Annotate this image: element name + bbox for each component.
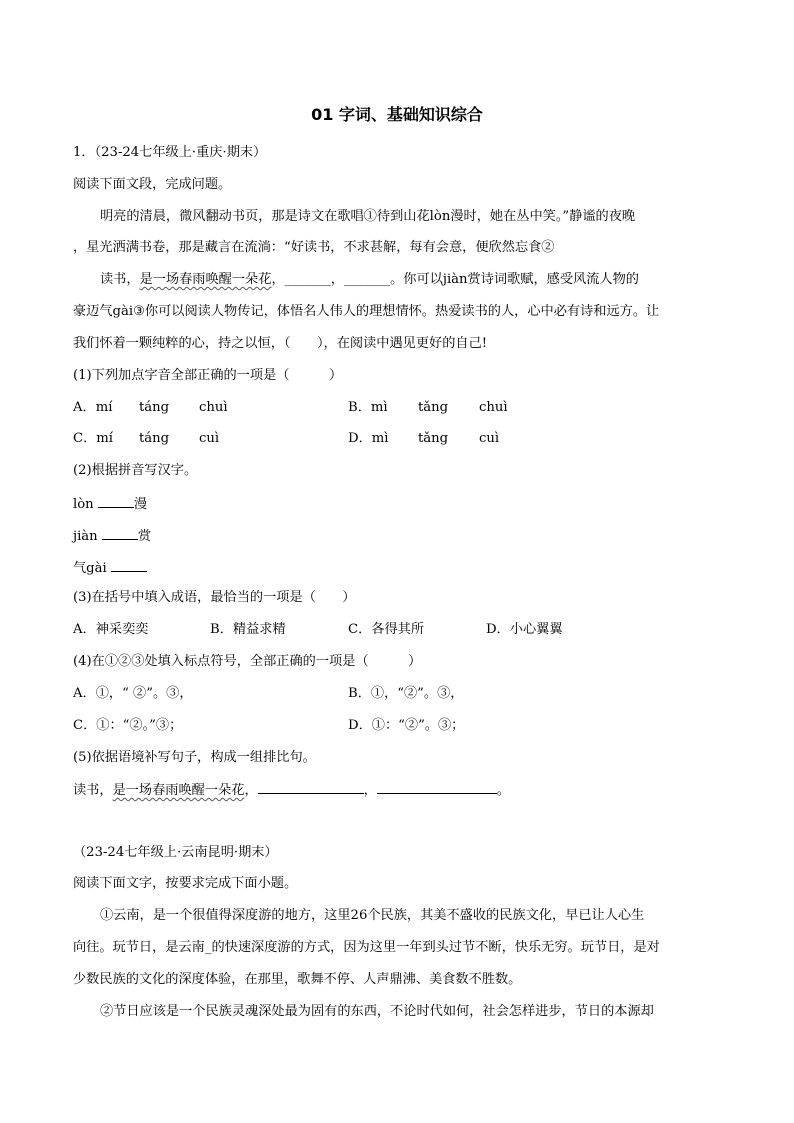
pinyin: jiàn — [73, 529, 102, 544]
option-label: C．mí — [73, 431, 114, 446]
q2-header: （23-24七年级上·云南昆明·期末） — [73, 845, 278, 860]
pinyin: chuì — [199, 400, 228, 415]
fill-line — [73, 493, 147, 513]
option-b — [348, 398, 508, 418]
page-title: 01 字词、基础知识综合 — [311, 105, 483, 124]
text-span: 读书， — [100, 272, 140, 287]
option-b: B．①，“②”。③， — [348, 686, 464, 701]
sub3-stem: (3)在括号中填入成语，最恰当的一项是（ ） — [73, 590, 356, 605]
pinyin: chuì — [479, 400, 508, 415]
fill-line — [73, 557, 147, 577]
answer-blank — [258, 779, 364, 794]
pinyin: cuì — [199, 431, 220, 446]
pinyin: 气gài — [73, 561, 111, 576]
text-span: 赏 — [137, 529, 152, 544]
q2-passage-line: 向往。玩节日，是云南_的快速深度游的方式，因为这里一年到头过节不断，快乐无穷。玩节日，是对 — [73, 940, 660, 955]
q2-instruction: 阅读下面文字，按要求完成下面小题。 — [73, 876, 298, 891]
text-span: 。 — [496, 783, 510, 798]
sub4-stem: (4)在①②③处填入标点符号，全部正确的一项是（ ） — [73, 654, 422, 669]
text-span: 读书， — [73, 783, 113, 798]
q2-passage-line: ①云南，是一个很值得深度游的地方，这里26个民族，其美不盛收的民族文化，早已让人心生 — [100, 908, 645, 923]
option-a: A．神采奕奕 — [73, 622, 149, 637]
option-label: D．mì — [348, 431, 389, 446]
option-label: A．mí — [73, 400, 113, 415]
q1-passage-line — [100, 270, 639, 290]
option-c — [73, 429, 219, 449]
pinyin: táng — [139, 431, 170, 446]
q2-passage-line: ②节日应该是一个民族灵魂深处最为固有的东西，不论时代如何，社会怎样进步，节日的本源却 — [100, 1004, 654, 1019]
text-span: ， — [363, 783, 377, 798]
pinyin: tǎng — [418, 431, 449, 446]
wavy-underlined-phrase: 是一场春雨唤醒一朵花 — [112, 783, 245, 798]
q1-passage-line: 我们怀着一颗纯粹的心，持之以恒，（ ），在阅读中遇见更好的自己! — [73, 336, 488, 351]
q1-passage-line: 明亮的清晨，微风翻动书页，那是诗文在歌唱①待到山花lòn漫时，她在丛中笑。”静谧的夜晚 — [100, 209, 636, 224]
answer-blank — [98, 493, 134, 508]
pinyin: cuì — [479, 431, 500, 446]
q1-header: 1．（23-24七年级上·重庆·期末） — [73, 145, 267, 160]
pinyin: táng — [139, 400, 170, 415]
option-a — [73, 398, 228, 418]
sub1-stem: (1)下列加点字音全部正确的一项是（ ） — [73, 368, 343, 383]
option-a: A．①，“ ②”。③， — [73, 686, 193, 701]
answer-blank — [111, 557, 147, 572]
sub2-stem: (2)根据拼音写汉字。 — [73, 463, 198, 478]
wavy-underlined-phrase: 是一场春雨唤醒一朵花 — [139, 272, 272, 287]
option-c: C．①：“②。”③； — [73, 718, 183, 733]
q1-passage-line: 豪迈气gài③你可以阅读人物传记，体悟名人伟人的理想情怀。热爱读书的人，心中必有诗和远方。让 — [73, 304, 660, 319]
text-span: 漫 — [133, 497, 148, 512]
answer-blank — [377, 779, 497, 794]
answer-blank — [102, 525, 138, 540]
pinyin: tǎng — [418, 400, 449, 415]
pinyin: lòn — [73, 497, 98, 512]
option-b: B．精益求精 — [210, 622, 286, 637]
text-span: ， — [244, 783, 258, 798]
option-d: D．①：“②”。③； — [348, 718, 465, 733]
q1-instruction: 阅读下面文段，完成问题。 — [73, 177, 232, 192]
option-d: D．小心翼翼 — [486, 622, 563, 637]
option-c: C．各得其所 — [348, 622, 425, 637]
text-span: ，_______，_______。你可以jiàn赏诗词歌赋，感受风流人物的 — [271, 272, 639, 287]
option-label: B．mì — [348, 400, 388, 415]
fill-line — [73, 779, 510, 799]
q1-passage-line: ，星光洒满书卷，那是藏言在流淌：“好读书，不求甚解，每有会意，便欣然忘食② — [73, 240, 555, 255]
option-d — [348, 429, 499, 449]
fill-line — [73, 525, 151, 545]
sub5-stem: (5)依据语境补写句子，构成一组排比句。 — [73, 750, 316, 765]
q2-passage-line: 少数民族的文化的深度体验，在那里，歌舞不停、人声鼎沸、美食数不胜数。 — [73, 972, 522, 987]
